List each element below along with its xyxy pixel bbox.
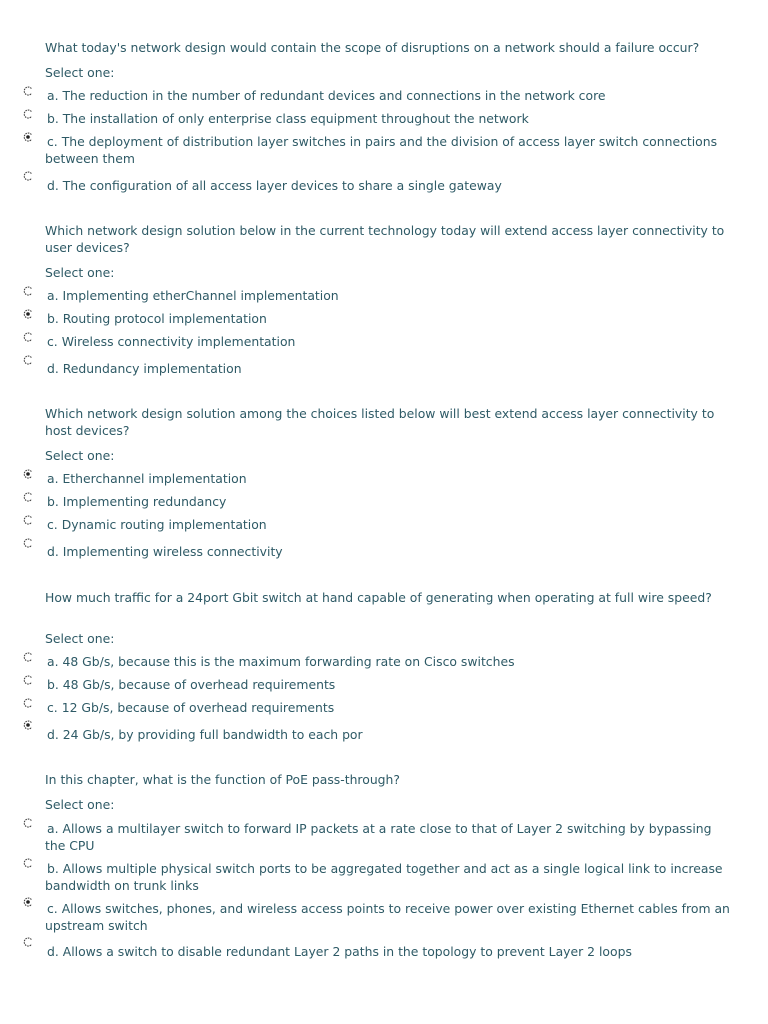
option-text: b. Allows multiple physical switch ports to be aggregated together and act as a single logical link to increase bandwidth on trunk links (45, 861, 723, 893)
radio-button[interactable] (23, 515, 33, 525)
radio-button[interactable] (23, 818, 33, 828)
radio-button[interactable] (23, 937, 33, 947)
radio-button[interactable] (23, 286, 33, 296)
radio-button[interactable] (23, 675, 33, 685)
radio-circle-icon (23, 515, 33, 525)
radio-circle-icon (23, 171, 33, 181)
radio-button[interactable] (23, 86, 33, 96)
option-text: a. Etherchannel implementation (47, 471, 247, 486)
radio-button[interactable] (23, 858, 33, 868)
radio-circle-icon (23, 86, 33, 96)
radio-circle-icon (23, 538, 33, 548)
select-one-label: Select one: (45, 797, 115, 812)
radio-button[interactable] (23, 469, 33, 479)
radio-circle-icon (23, 469, 33, 479)
option-text: d. The configuration of all access layer devices to share a single gateway (47, 178, 502, 193)
option-text: d. 24 Gb/s, by providing full bandwidth to each por (47, 727, 363, 742)
radio-button[interactable] (23, 897, 33, 907)
option-text: c. Wireless connectivity implementation (47, 334, 296, 349)
option-text: a. 48 Gb/s, because this is the maximum forwarding rate on Cisco switches (47, 654, 515, 669)
radio-circle-icon (23, 309, 33, 319)
option-text: b. The installation of only enterprise class equipment throughout the network (47, 111, 529, 126)
radio-circle-icon (23, 652, 33, 662)
select-one-label: Select one: (45, 448, 115, 463)
option-text: a. Allows a multilayer switch to forward IP packets at a rate close to that of Layer 2 switching by bypassing the CPU (45, 821, 712, 853)
option-text: a. The reduction in the number of redundant devices and connections in the network core (47, 88, 606, 103)
question-4-text: How much traffic for a 24port Gbit switch at hand capable of generating when operating at full wire speed? (45, 590, 712, 605)
option-text: d. Allows a switch to disable redundant Layer 2 paths in the topology to prevent Layer 2 loops (47, 944, 632, 959)
option-text: b. Routing protocol implementation (47, 311, 267, 326)
radio-button[interactable] (23, 492, 33, 502)
select-one-label: Select one: (45, 631, 115, 646)
option-text: a. Implementing etherChannel implementation (47, 288, 339, 303)
select-one-label: Select one: (45, 265, 115, 280)
radio-circle-icon (23, 355, 33, 365)
question-1-text: What today's network design would contain the scope of disruptions on a network should a failure occur? (45, 40, 700, 55)
question-5-text: In this chapter, what is the function of PoE pass-through? (45, 772, 400, 787)
option-text: b. Implementing redundancy (47, 494, 227, 509)
radio-circle-icon (23, 332, 33, 342)
option-text: c. Dynamic routing implementation (47, 517, 267, 532)
option-text: c. 12 Gb/s, because of overhead requirements (47, 700, 335, 715)
radio-circle-icon (23, 897, 33, 907)
radio-circle-icon (23, 818, 33, 828)
radio-button[interactable] (23, 698, 33, 708)
radio-circle-icon (23, 286, 33, 296)
option-text: d. Redundancy implementation (47, 361, 242, 376)
option-text: c. The deployment of distribution layer switches in pairs and the division of access layer switch connections between them (45, 134, 718, 166)
radio-button[interactable] (23, 132, 33, 142)
option-text: d. Implementing wireless connectivity (47, 544, 283, 559)
radio-button[interactable] (23, 538, 33, 548)
select-one-label: Select one: (45, 65, 115, 80)
option-text: b. 48 Gb/s, because of overhead requirements (47, 677, 336, 692)
radio-button[interactable] (23, 171, 33, 181)
radio-button[interactable] (23, 332, 33, 342)
radio-circle-icon (23, 858, 33, 868)
radio-circle-icon (23, 109, 33, 119)
radio-circle-icon (23, 698, 33, 708)
radio-circle-icon (23, 675, 33, 685)
radio-button[interactable] (23, 355, 33, 365)
radio-circle-icon (23, 937, 33, 947)
radio-button[interactable] (23, 720, 33, 730)
radio-circle-icon (23, 132, 33, 142)
option-text: c. Allows switches, phones, and wireless access points to receive power over existing Ethernet cables from an upstream switch (45, 901, 730, 933)
question-2-text: Which network design solution below in the current technology today will extend access layer connectivity to user devices? (45, 223, 725, 255)
radio-button[interactable] (23, 652, 33, 662)
radio-button[interactable] (23, 109, 33, 119)
radio-button[interactable] (23, 309, 33, 319)
radio-circle-icon (23, 720, 33, 730)
radio-circle-icon (23, 492, 33, 502)
question-3-text: Which network design solution among the choices listed below will best extend access layer connectivity to host devices? (45, 406, 715, 438)
